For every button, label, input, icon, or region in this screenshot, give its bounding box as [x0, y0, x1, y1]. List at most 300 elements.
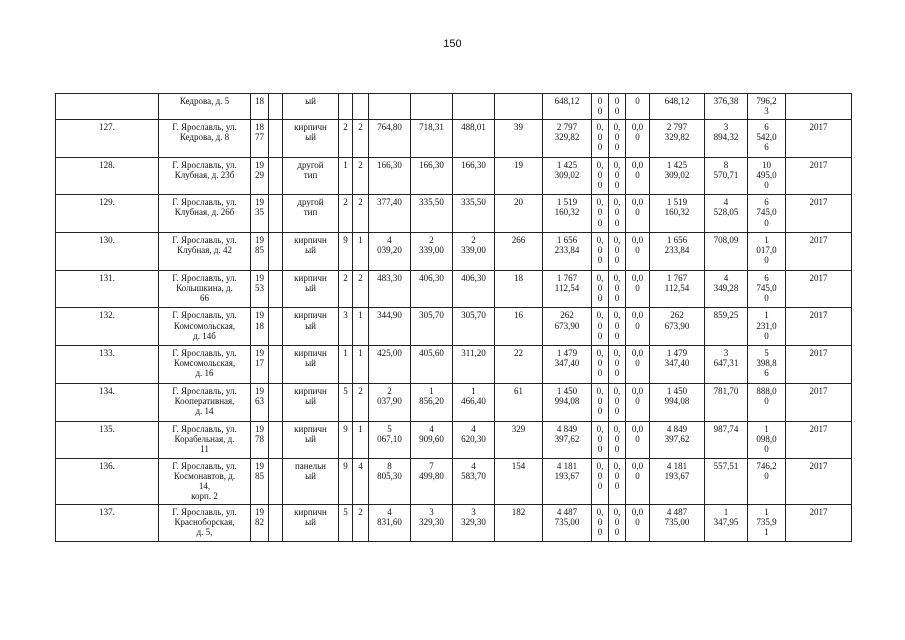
cell-line: 1: [764, 506, 769, 517]
cell-line: 0: [614, 395, 620, 406]
cell-line: д. 16: [195, 368, 214, 379]
table-row: [56, 94, 852, 120]
cell-line: 746,2: [756, 461, 777, 472]
cell-line: 82: [255, 516, 264, 527]
cell-line: 262: [670, 310, 684, 321]
residential-area-cell: [453, 233, 495, 271]
cell-line: 0: [635, 471, 640, 482]
entrances-cell: [353, 504, 369, 542]
cell-line: 0,: [596, 235, 604, 246]
row-number-cell: [56, 157, 159, 195]
cell-line: 2017: [809, 506, 828, 517]
cell-line: 11: [200, 443, 209, 454]
cell-line: 735,9: [756, 516, 777, 527]
cell-line: Колышкина, д.: [176, 282, 233, 293]
residential-area-cell: [453, 120, 495, 158]
cell-line: 2017: [809, 310, 828, 321]
cell-line: 0,: [613, 385, 621, 396]
table-row: [56, 459, 852, 504]
cell-line: Г. Ярославль, ул.: [172, 310, 237, 321]
cell-line: 0,: [596, 423, 604, 434]
address-cell: [159, 120, 251, 158]
cell-line: 0,: [613, 235, 621, 246]
cell-line: 673,90: [664, 320, 690, 331]
residents-cell: [495, 504, 543, 542]
cell-line: Кедрова, д. 5: [179, 96, 230, 106]
cell-line: 735,00: [554, 516, 580, 527]
cell-line: 78: [255, 433, 264, 444]
fund-federal-cell: [592, 459, 609, 504]
cell-line: Комсомольская,: [173, 320, 236, 331]
cell-line: 620,30: [461, 433, 486, 444]
cell-line: 0: [614, 471, 620, 482]
cell-line: 499,80: [419, 471, 444, 482]
residents-cell: [495, 120, 543, 158]
cell-line: 406,30: [461, 272, 486, 283]
cell-line: 483,30: [377, 272, 402, 283]
fund-regional-cell: [609, 120, 626, 158]
cell-line: 0: [764, 443, 769, 454]
owners-funds-cell: [650, 459, 705, 504]
floors-cell: [339, 270, 353, 308]
total-area-cell: [369, 346, 411, 384]
cell-line: 0: [635, 96, 640, 106]
premises-area-cell: [411, 459, 453, 504]
cell-line: 647,31: [713, 358, 739, 369]
unit-cost-cell: [705, 270, 748, 308]
year-built-cell: [251, 157, 269, 195]
cell-line: 182: [511, 506, 526, 517]
cell-line: 0: [614, 142, 620, 153]
planned-year-cell: [786, 383, 852, 421]
empty-cell: [269, 94, 283, 120]
cell-line: 9: [343, 423, 348, 434]
cell-line: 160,32: [664, 207, 690, 218]
cell-line: Клубная, д. 23б: [174, 169, 235, 180]
residential-area-cell: [453, 504, 495, 542]
cell-line: 17: [255, 358, 264, 369]
cell-line: 987,74: [713, 423, 739, 434]
fund-regional-cell: [609, 459, 626, 504]
cell-line: 781,70: [713, 385, 739, 396]
empty-cell: [269, 195, 283, 233]
cell-line: 0,: [596, 385, 604, 396]
cell-line: ый: [305, 471, 316, 482]
planned-year-cell: [786, 504, 852, 542]
cell-line: 344,90: [377, 310, 402, 321]
cell-line: 1 767: [556, 272, 578, 283]
floors-cell: [339, 504, 353, 542]
cell-line: 347,40: [554, 358, 580, 369]
max-unit-cost-cell: [748, 195, 786, 233]
address-cell: [159, 157, 251, 195]
planned-year-cell: [786, 94, 852, 120]
cell-line: 66: [200, 292, 209, 303]
fund-local-cell: [626, 157, 650, 195]
total-cost-cell: [543, 195, 592, 233]
cell-line: тип: [303, 207, 318, 218]
cell-line: 0,0: [631, 385, 644, 396]
table-row: [56, 383, 852, 421]
cell-line: 1 656: [556, 235, 578, 246]
cell-line: 0: [614, 179, 620, 190]
year-built-cell: [251, 383, 269, 421]
fund-regional-cell: [609, 195, 626, 233]
cell-line: 0: [614, 481, 620, 492]
cell-line: 136.: [99, 461, 115, 472]
cell-line: 347,40: [664, 358, 690, 369]
total-cost-cell: [543, 459, 592, 504]
cell-line: 0: [597, 179, 603, 190]
cell-line: 2: [358, 159, 363, 170]
cell-line: 0: [597, 481, 603, 492]
empty-cell: [269, 120, 283, 158]
cell-line: 0: [597, 526, 603, 537]
fund-regional-cell: [609, 270, 626, 308]
cell-line: 2: [343, 122, 348, 132]
fund-local-cell: [626, 233, 650, 271]
cell-line: 19: [255, 235, 264, 246]
year-built-cell: [251, 270, 269, 308]
cell-line: 0: [597, 443, 603, 454]
cell-line: 77: [255, 132, 264, 143]
cell-line: 735,00: [664, 516, 690, 527]
cell-line: 14,: [198, 481, 211, 492]
cell-line: 0: [614, 358, 620, 369]
cell-line: 19: [514, 159, 523, 170]
fund-federal-cell: [592, 120, 609, 158]
cell-line: 648,12: [554, 96, 580, 106]
cell-line: 466,40: [461, 395, 486, 406]
cell-line: ый: [305, 282, 316, 293]
total-area-cell: [369, 421, 411, 459]
address-cell: [159, 459, 251, 504]
residential-area-cell: [453, 346, 495, 384]
cell-line: ый: [305, 132, 316, 143]
cell-line: 0: [597, 330, 603, 341]
row-number-cell: [56, 120, 159, 158]
premises-area-cell: [411, 233, 453, 271]
floors-cell: [339, 383, 353, 421]
entrances-cell: [353, 120, 369, 158]
fund-local-cell: [626, 308, 650, 346]
table-row: [56, 233, 852, 271]
premises-area-cell: [411, 195, 453, 233]
cell-line: 2017: [809, 272, 828, 283]
page-number: 150: [443, 38, 462, 50]
unit-cost-cell: [705, 346, 748, 384]
cell-line: 796,2: [756, 96, 777, 106]
cell-line: 037,90: [377, 395, 402, 406]
cell-line: 112,54: [554, 282, 580, 293]
table-row: [56, 270, 852, 308]
residential-area-cell: [453, 157, 495, 195]
cell-line: 0: [597, 245, 603, 256]
cell-line: 132.: [99, 310, 115, 321]
premises-area-cell: [411, 383, 453, 421]
entrances-cell: [353, 94, 369, 120]
entrances-cell: [353, 308, 369, 346]
cell-line: 0: [635, 282, 640, 293]
wall-material-cell: [283, 421, 339, 459]
empty-cell: [269, 233, 283, 271]
cell-line: 134.: [99, 385, 115, 396]
entrances-cell: [353, 383, 369, 421]
cell-line: кирпичн: [294, 506, 327, 517]
cell-line: Г. Ярославль, ул.: [172, 423, 237, 434]
fund-local-cell: [626, 270, 650, 308]
owners-funds-cell: [650, 270, 705, 308]
cell-line: 233,84: [554, 245, 580, 256]
cell-line: 311,20: [461, 348, 486, 359]
cell-line: 4 849: [666, 423, 688, 434]
cell-line: 1: [471, 385, 476, 396]
max-unit-cost-cell: [748, 421, 786, 459]
fund-local-cell: [626, 504, 650, 542]
cell-line: 18: [255, 320, 264, 331]
premises-area-cell: [411, 308, 453, 346]
cell-line: 8: [723, 159, 729, 170]
cell-line: Г. Ярославль, ул.: [172, 235, 237, 246]
cell-line: 130.: [99, 235, 115, 246]
cell-line: 0: [597, 395, 603, 406]
cell-line: кирпичн: [294, 385, 327, 396]
total-cost-cell: [543, 120, 592, 158]
year-built-cell: [251, 233, 269, 271]
cell-line: 0,: [613, 348, 621, 359]
entrances-cell: [353, 421, 369, 459]
cell-line: 5: [387, 423, 392, 434]
cell-line: 131.: [99, 272, 115, 283]
cell-line: 29: [255, 169, 264, 180]
cell-line: 166,30: [419, 159, 444, 170]
cell-line: 0: [597, 320, 603, 331]
fund-local-cell: [626, 94, 650, 120]
fund-regional-cell: [609, 157, 626, 195]
table-row: [56, 421, 852, 459]
owners-funds-cell: [650, 383, 705, 421]
cell-line: 0,: [613, 310, 621, 321]
planned-year-cell: [786, 270, 852, 308]
unit-cost-cell: [705, 94, 748, 120]
cell-line: 0: [764, 395, 769, 406]
cell-line: кирпичн: [294, 122, 327, 132]
floors-cell: [339, 195, 353, 233]
entrances-cell: [353, 346, 369, 384]
premises-area-cell: [411, 346, 453, 384]
total-cost-cell: [543, 233, 592, 271]
cell-line: Г. Ярославль, ул.: [172, 348, 237, 359]
residents-cell: [495, 459, 543, 504]
cell-line: ый: [305, 245, 316, 256]
max-unit-cost-cell: [748, 94, 786, 120]
cell-line: 5: [764, 348, 769, 359]
planned-year-cell: [786, 308, 852, 346]
cell-line: 0: [764, 292, 769, 303]
cell-line: 2017: [809, 122, 828, 132]
cell-line: 0,: [596, 461, 604, 472]
unit-cost-cell: [705, 120, 748, 158]
fund-federal-cell: [592, 383, 609, 421]
cell-line: д. 14б: [193, 330, 216, 341]
entrances-cell: [353, 459, 369, 504]
max-unit-cost-cell: [748, 233, 786, 271]
cell-line: 2: [358, 385, 363, 396]
cell-line: другой: [297, 197, 324, 208]
cell-line: 4: [471, 423, 476, 434]
cell-line: 1 450: [556, 385, 578, 396]
cell-line: 0,: [596, 310, 604, 321]
cell-line: 859,25: [713, 310, 739, 321]
cell-line: 335,50: [419, 197, 444, 208]
address-cell: [159, 383, 251, 421]
cell-line: д. 14: [195, 405, 214, 416]
cell-line: 0,: [613, 159, 621, 170]
owners-funds-cell: [650, 120, 705, 158]
empty-cell: [269, 308, 283, 346]
cell-line: 1 519: [556, 197, 578, 208]
residents-cell: [495, 270, 543, 308]
cell-line: 18: [255, 122, 264, 132]
cell-line: кирпичн: [294, 310, 327, 321]
cell-line: 0,0: [631, 506, 644, 517]
row-number-cell: [56, 270, 159, 308]
cell-line: 0: [614, 245, 620, 256]
cell-line: 2: [429, 235, 434, 246]
entrances-cell: [353, 157, 369, 195]
cell-line: 495,0: [756, 169, 777, 180]
cell-line: д. 5,: [196, 526, 213, 537]
cell-line: ый: [305, 96, 316, 106]
cell-line: 2: [358, 506, 363, 517]
cell-line: 128.: [99, 159, 115, 170]
cell-line: 0,0: [631, 197, 644, 208]
cell-line: 3: [764, 106, 769, 117]
cell-line: 0: [597, 471, 603, 482]
residential-area-cell: [453, 421, 495, 459]
cell-line: 0: [614, 169, 620, 180]
cell-line: 135.: [99, 423, 115, 434]
wall-material-cell: [283, 270, 339, 308]
cell-line: 6: [764, 272, 769, 283]
cell-line: 0: [764, 330, 769, 341]
cell-line: 0,: [596, 122, 604, 132]
cell-line: 133.: [99, 348, 115, 359]
planned-year-cell: [786, 157, 852, 195]
cell-line: 4 487: [666, 506, 688, 517]
cell-line: 376,38: [713, 96, 739, 106]
cell-line: 262: [560, 310, 574, 321]
owners-funds-cell: [650, 233, 705, 271]
cell-line: 1 656: [666, 235, 688, 246]
floors-cell: [339, 94, 353, 120]
row-number-cell: [56, 504, 159, 542]
cell-line: 1: [343, 348, 348, 359]
cell-line: Г. Ярославль, ул.: [172, 506, 237, 517]
unit-cost-cell: [705, 383, 748, 421]
table-row: [56, 120, 852, 158]
cell-line: 2: [358, 122, 363, 132]
cell-line: 1: [723, 506, 729, 517]
table-row: [56, 195, 852, 233]
max-unit-cost-cell: [748, 346, 786, 384]
premises-area-cell: [411, 94, 453, 120]
total-area-cell: [369, 270, 411, 308]
cell-line: тип: [303, 169, 318, 180]
premises-area-cell: [411, 421, 453, 459]
unit-cost-cell: [705, 308, 748, 346]
cell-line: 994,08: [554, 395, 580, 406]
housing-register-table: [55, 93, 852, 542]
cell-line: 39: [514, 122, 523, 132]
row-number-cell: [56, 233, 159, 271]
cell-line: 329,30: [461, 516, 486, 527]
cell-line: 856,20: [419, 395, 444, 406]
cell-line: 5: [343, 385, 348, 396]
cell-line: 1 519: [666, 197, 688, 208]
cell-line: 4: [723, 272, 729, 283]
fund-regional-cell: [609, 383, 626, 421]
cell-line: 1: [343, 159, 348, 170]
cell-line: 1: [429, 385, 434, 396]
address-cell: [159, 270, 251, 308]
cell-line: 233,84: [664, 245, 690, 256]
cell-line: 0: [614, 526, 620, 537]
cell-line: 0: [614, 433, 620, 444]
fund-local-cell: [626, 120, 650, 158]
cell-line: 017,0: [756, 245, 777, 256]
cell-line: 18: [255, 96, 264, 106]
row-number-cell: [56, 195, 159, 233]
wall-material-cell: [283, 504, 339, 542]
cell-line: 85: [255, 245, 264, 256]
cell-line: 0: [597, 282, 603, 293]
cell-line: 0: [614, 292, 620, 303]
cell-line: 339,00: [419, 245, 444, 256]
cell-line: 19: [255, 423, 264, 434]
cell-line: 0,0: [631, 310, 644, 321]
cell-line: 2017: [809, 461, 828, 472]
cell-line: Г. Ярославль, ул.: [172, 385, 237, 396]
table-body: [56, 94, 852, 542]
total-cost-cell: [543, 421, 592, 459]
planned-year-cell: [786, 195, 852, 233]
cell-line: 3: [429, 506, 434, 517]
planned-year-cell: [786, 459, 852, 504]
cell-line: 0: [635, 433, 640, 444]
cell-line: 0: [614, 132, 620, 143]
cell-line: 1: [764, 310, 769, 321]
cell-line: 4 849: [556, 423, 578, 434]
cell-line: 22: [514, 348, 523, 359]
cell-line: 718,31: [419, 122, 444, 132]
cell-line: 4: [471, 461, 476, 472]
cell-line: 0,0: [631, 235, 644, 246]
entrances-cell: [353, 233, 369, 271]
cell-line: 0: [597, 207, 603, 218]
empty-cell: [269, 346, 283, 384]
cell-line: ый: [305, 395, 316, 406]
fund-local-cell: [626, 195, 650, 233]
cell-line: 35: [255, 207, 264, 218]
fund-federal-cell: [592, 421, 609, 459]
cell-line: 1 425: [556, 159, 578, 170]
empty-cell: [269, 504, 283, 542]
cell-line: Г. Ярославль, ул.: [172, 272, 237, 283]
cell-line: 406,30: [419, 272, 444, 283]
cell-line: кирпичн: [294, 235, 327, 246]
residents-cell: [495, 383, 543, 421]
